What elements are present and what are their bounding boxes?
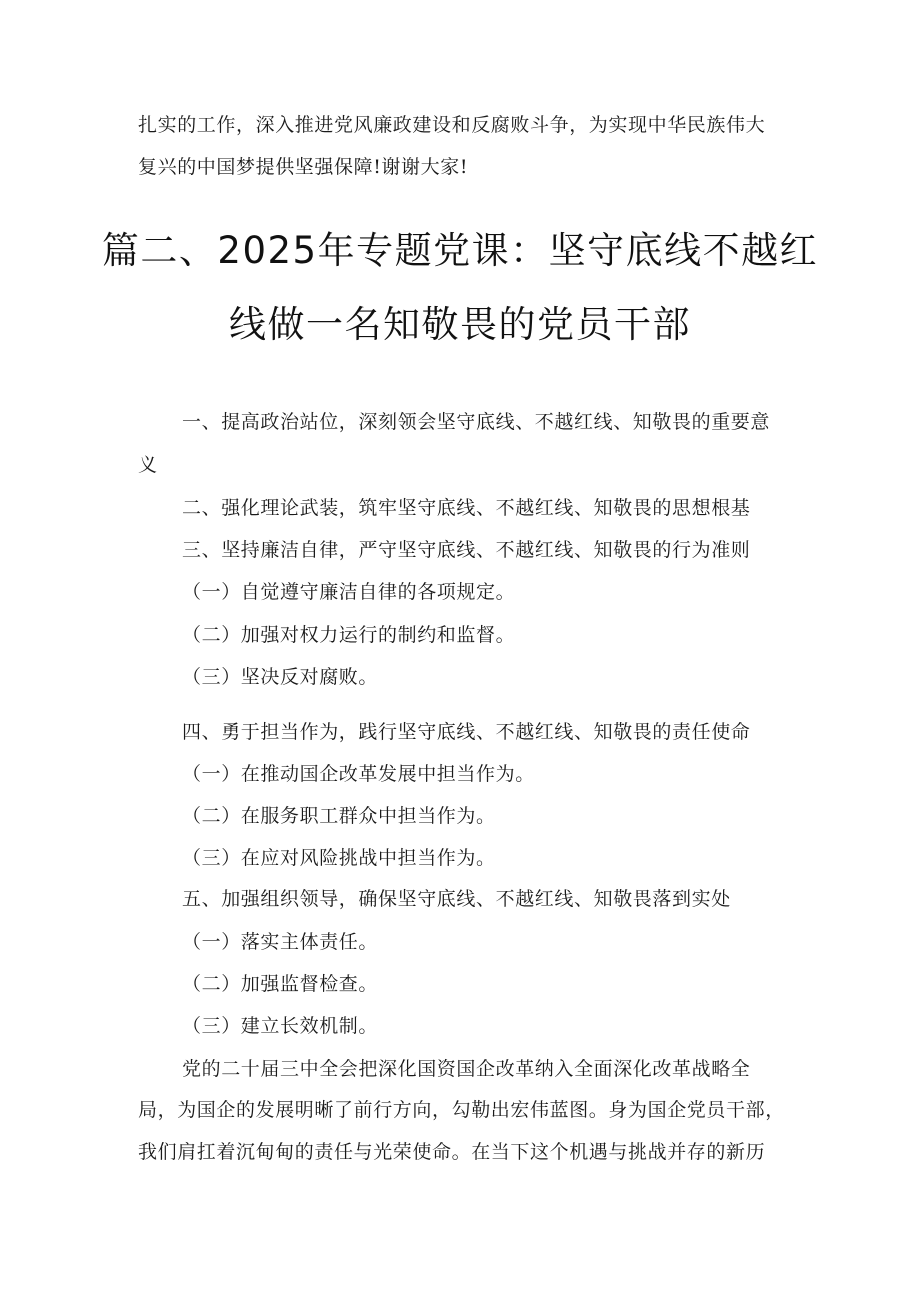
outline-subitem-5-3: （三）建立长效机制。 [182, 1015, 379, 1037]
outline-item-2: 二、强化理论武装，筑牢坚守底线、不越红线、知敬畏的思想根基 [182, 497, 751, 519]
body-paragraph-line-1: 党的二十届三中全会把深化国资国企改革纳入全面深化改革战略全 [182, 1058, 751, 1080]
outline-item-4: 四、勇于担当作为，践行坚守底线、不越红线、知敬畏的责任使命 [182, 721, 751, 743]
outline-subitem-4-3: （三）在应对风险挑战中担当作为。 [182, 847, 496, 869]
outline-subitem-3-2: （二）加强对权力运行的制约和监督。 [182, 624, 516, 646]
outline-subitem-3-1: （一）自觉遵守廉洁自律的各项规定。 [182, 581, 516, 603]
body-paragraph-line-3: 我们肩扛着沉甸甸的责任与光荣使命。在当下这个机遇与挑战并存的新历 [138, 1141, 766, 1163]
intro-line-2: 复兴的中国梦提供坚强保障!谢谢大家! [138, 156, 469, 178]
outline-item-1-line-2: 义 [138, 454, 158, 476]
outline-subitem-3-3: （三）坚决反对腐败。 [182, 666, 379, 688]
intro-line-1: 扎实的工作，深入推进党风廉政建设和反腐败斗争，为实现中华民族伟大 [138, 114, 766, 136]
outline-subitem-5-1: （一）落实主体责任。 [182, 931, 379, 953]
body-paragraph-line-2: 局，为国企的发展明晰了前行方向，勾勒出宏伟蓝图。身为国企党员干部， [138, 1099, 785, 1121]
section-title-line-1: 篇二、2025年专题党课：坚守底线不越红 [101, 229, 819, 272]
section-title-line-2: 线做一名知敬畏的党员干部 [229, 303, 691, 346]
outline-item-1-line-1: 一、提高政治站位，深刻领会坚守底线、不越红线、知敬畏的重要意 [182, 411, 771, 433]
outline-subitem-5-2: （二）加强监督检查。 [182, 973, 379, 995]
outline-subitem-4-1: （一）在推动国企改革发展中担当作为。 [182, 763, 535, 785]
outline-item-3: 三、坚持廉洁自律，严守坚守底线、不越红线、知敬畏的行为准则 [182, 539, 751, 561]
outline-subitem-4-2: （二）在服务职工群众中担当作为。 [182, 805, 496, 827]
outline-item-5: 五、加强组织领导，确保坚守底线、不越红线、知敬畏落到实处 [182, 888, 731, 910]
